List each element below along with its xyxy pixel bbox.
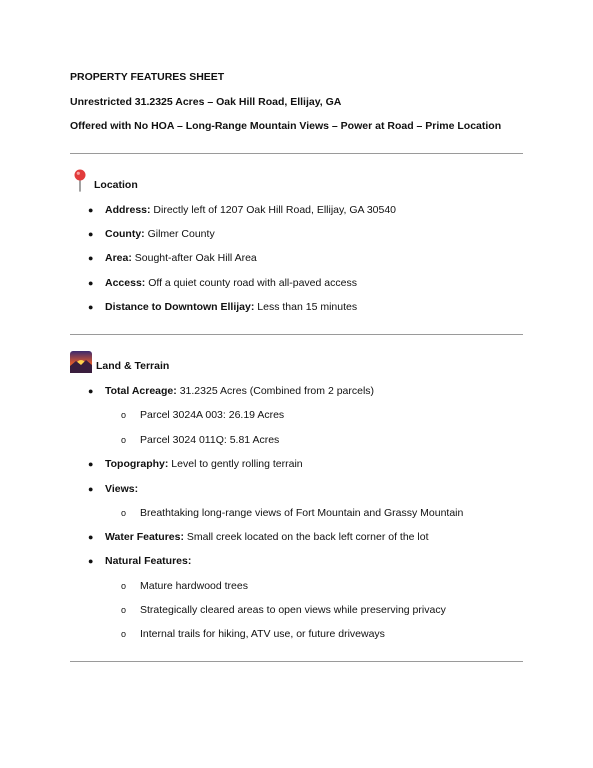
item-value: Level to gently rolling terrain: [168, 458, 303, 470]
divider: [70, 334, 523, 335]
item-label: Address:: [105, 204, 151, 216]
sub-list-item: [121, 604, 446, 616]
sub-bullet-icon: o: [121, 435, 127, 445]
item-label: Views:: [105, 483, 139, 495]
sub-list-item: [121, 434, 279, 446]
sub-bullet-icon: o: [121, 581, 127, 591]
item-value: Off a quiet county road with all-paved access: [145, 277, 357, 289]
sheet-tagline: Offered with No HOA – Long-Range Mountain Views – Power at Road – Prime Location: [70, 120, 502, 132]
sub-list-item: [121, 580, 248, 592]
list-item: [88, 277, 357, 289]
views-text: Breathtaking long-range views of Fort Mountain and Grassy Mountain: [140, 507, 464, 519]
location-title: Location: [94, 179, 138, 191]
sub-list-item: [121, 409, 284, 421]
item-value: Sought-after Oak Hill Area: [131, 252, 257, 264]
item-label: Natural Features:: [105, 555, 192, 567]
bullet-icon: ●: [88, 386, 94, 396]
list-item: [88, 555, 191, 567]
item-value: Less than 15 minutes: [254, 301, 358, 313]
list-item: [88, 531, 429, 543]
list-item: [88, 458, 303, 470]
sheet-title: PROPERTY FEATURES SHEET: [70, 71, 225, 83]
item-label: Water Features:: [105, 531, 184, 543]
item-label: Access:: [105, 277, 146, 289]
bullet-icon: ●: [88, 459, 94, 469]
bullet-icon: ●: [88, 278, 94, 288]
bullet-icon: ●: [88, 302, 94, 312]
sunset-icon: [70, 351, 92, 373]
sub-bullet-icon: o: [121, 629, 127, 639]
land-heading: [70, 349, 169, 373]
item-label: Distance to Downtown Ellijay:: [105, 301, 255, 313]
round-pushpin-icon: [70, 168, 90, 192]
sub-bullet-icon: o: [121, 410, 127, 420]
bullet-icon: ●: [88, 532, 94, 542]
divider: [70, 661, 523, 662]
item-value: Directly left of 1207 Oak Hill Road, Ellijay, GA 30540: [150, 204, 397, 216]
sub-list-item: [121, 628, 385, 640]
bullet-icon: ●: [88, 556, 94, 566]
natural-text: Mature hardwood trees: [140, 580, 248, 592]
natural-text: Strategically cleared areas to open views while preserving privacy: [140, 604, 446, 616]
bullet-icon: ●: [88, 229, 94, 239]
list-item: [88, 228, 215, 240]
sheet-subtitle: Unrestricted 31.2325 Acres – Oak Hill Road, Ellijay, GA: [70, 96, 342, 108]
item-label: Area:: [105, 252, 132, 264]
sub-bullet-icon: o: [121, 605, 127, 615]
list-item: [88, 483, 138, 495]
sub-list-item: [121, 507, 463, 519]
location-heading: [70, 168, 138, 192]
list-item: [88, 301, 357, 313]
divider: [70, 153, 523, 154]
list-item: [88, 204, 396, 216]
item-label: Topography:: [105, 458, 169, 470]
bullet-icon: ●: [88, 484, 94, 494]
bullet-icon: ●: [88, 205, 94, 215]
item-value: 31.2325 Acres (Combined from 2 parcels): [176, 385, 375, 397]
item-value: Gilmer County: [144, 228, 215, 240]
item-label: County:: [105, 228, 145, 240]
parcel-text: Parcel 3024 011Q: 5.81 Acres: [140, 434, 280, 446]
list-item: [88, 252, 257, 264]
bullet-icon: ●: [88, 253, 94, 263]
list-item: [88, 385, 374, 397]
land-title: Land & Terrain: [96, 360, 170, 372]
parcel-text: Parcel 3024A 003: 26.19 Acres: [140, 409, 285, 421]
item-value: Small creek located on the back left corner of the lot: [183, 531, 429, 543]
sub-bullet-icon: o: [121, 508, 127, 518]
natural-text: Internal trails for hiking, ATV use, or future driveways: [140, 628, 385, 640]
item-label: Total Acreage:: [105, 385, 177, 397]
